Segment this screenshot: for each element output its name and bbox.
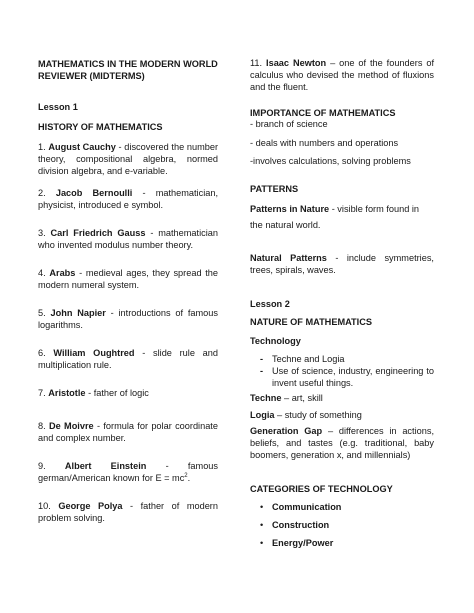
generation-gap-definition: Generation Gap – differences in actions, beliefs, and tastes (e.g. traditional, baby boomers, generation x, and millennials): [250, 426, 434, 460]
importance-line: - deals with numbers and operations: [250, 138, 399, 148]
patterns-heading: PATTERNS: [250, 184, 299, 194]
natural-patterns: Natural Patterns - include symmetries, trees, spirals, waves.: [250, 253, 434, 275]
history-item: 5. John Napier - introductions of famous logarithms.: [38, 308, 218, 330]
nature-heading: NATURE OF MATHEMATICS: [250, 317, 372, 327]
lesson-1-label: Lesson 1: [38, 102, 78, 112]
history-item: 4. Arabs - medieval ages, they spread the modern numeral system.: [38, 268, 219, 290]
history-item: 10. George Polya - father of modern problem solving.: [38, 501, 218, 523]
list-item: - Techne and Logia: [250, 353, 434, 365]
history-item: 11. Isaac Newton – one of the founders of calculus who devised the method of fluxions and the fluent.: [250, 58, 435, 92]
history-item: 3. Carl Friedrich Gauss - mathematician who invented modulus number theory.: [38, 228, 218, 250]
history-item: 7. Aristotle - father of logic: [38, 388, 149, 398]
list-item: • Construction: [250, 519, 410, 531]
list-item: • Communication: [250, 501, 410, 513]
technology-list: [250, 353, 434, 389]
history-item: 8. De Moivre - formula for polar coordinate and complex number.: [38, 421, 218, 443]
categories-heading: CATEGORIES OF TECHNOLOGY: [250, 484, 393, 494]
techne-definition: Techne – art, skill: [250, 393, 323, 403]
list-item: • Energy/Power: [250, 537, 410, 549]
document-title: MATHEMATICS IN THE MODERN WORLD REVIEWER (MIDTERMS): [38, 59, 218, 81]
history-item: 9. Albert Einstein - famous german/American known for $E = mc^2$.: [38, 461, 219, 483]
history-item: 2. Jacob Bernoulli - mathematician, physicist, introduced e symbol.: [38, 188, 219, 210]
history-item: 1. August Cauchy - discovered the number theory, compositional algebra, normed division algebra, and e-variable.: [38, 142, 219, 176]
lesson-2-label: Lesson 2: [250, 299, 290, 309]
importance-line: -involves calculations, solving problems: [250, 156, 411, 166]
history-heading: HISTORY OF MATHEMATICS: [38, 122, 163, 132]
history-item: 6. William Oughtred - slide rule and multiplication rule.: [38, 348, 218, 370]
categories-list: [250, 501, 410, 549]
logia-definition: Logia – study of something: [250, 410, 362, 420]
technology-heading: Technology: [250, 336, 301, 346]
importance-heading: IMPORTANCE OF MATHEMATICS: [250, 108, 396, 118]
list-item: - Use of science, industry, engineering to invent useful things.: [250, 365, 434, 389]
importance-line: - branch of science: [250, 119, 328, 129]
patterns-in-nature: Patterns in Nature - visible form found in the natural world.: [250, 204, 420, 230]
